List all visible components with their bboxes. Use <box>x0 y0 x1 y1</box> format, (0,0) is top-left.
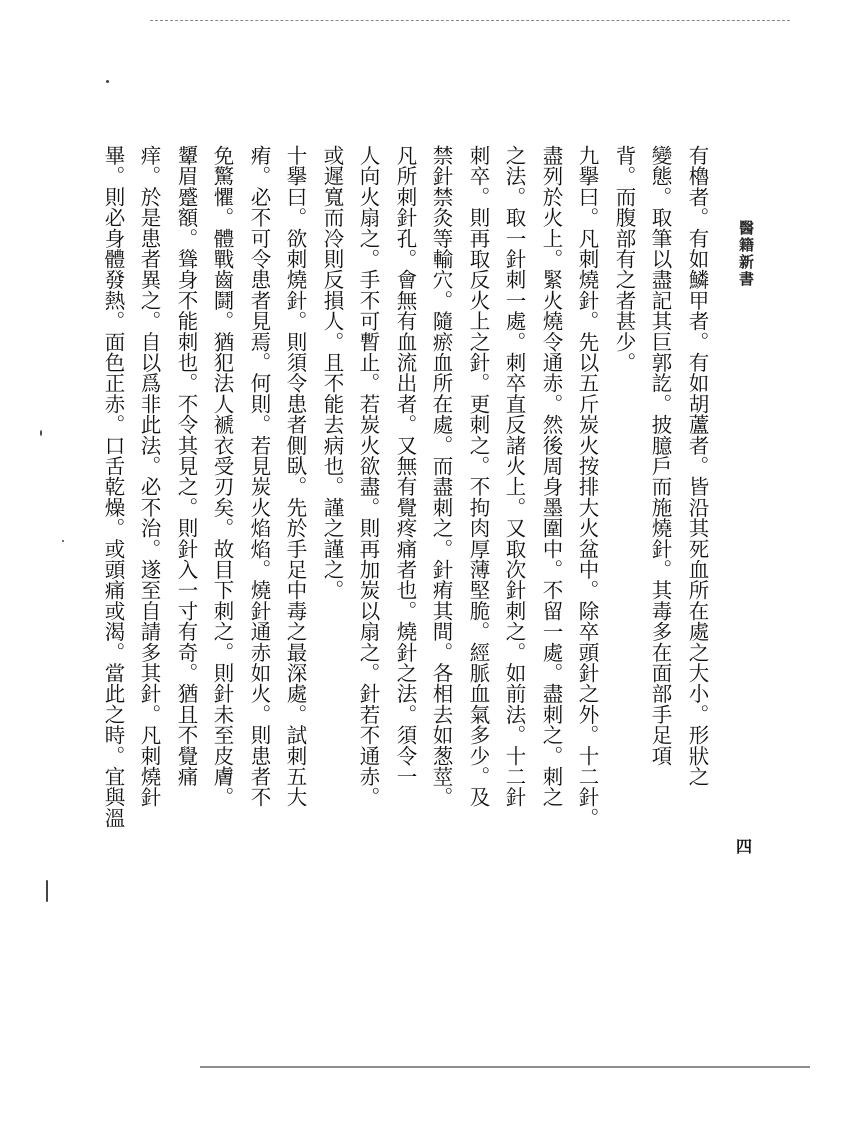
text-column: 九擧曰。凡刺燒針。先以五斤炭火按排大火盆中。除卒頭針之外。十二針。 <box>575 145 599 829</box>
scan-speck <box>106 80 109 83</box>
text-column: 之法。取一針刺一處。刺卒直反諸火上。又取次針刺之。如前法。十二針 <box>502 145 526 808</box>
text-column: 痒。於是患者異之。自以爲非此法。必不治。遂至自請多其針。凡刺燒針 <box>137 145 161 808</box>
text-column: 刺卒。則再取反火上之針。更刺之。不拘肉厚薄堅脆。經脈血氣多少。及 <box>466 145 490 808</box>
text-column: 人向火扇之。手不可暫止。若炭火欲盡。則再加炭以扇之。針若不通赤。 <box>356 145 380 808</box>
scan-edge-top <box>150 20 790 21</box>
book-title-header: 醫籍新書 <box>737 220 755 288</box>
text-column: 禁針禁灸等輸穴。隨瘀血所在處。而盡刺之。針痏其間。各相去如葱莖。 <box>429 145 453 808</box>
text-column: 畢。則必身體發熱。面色正赤。口舌乾燥。或頭痛或渴。當此之時。宜與溫 <box>101 145 125 829</box>
vertical-text-body <box>98 145 718 1045</box>
text-column: 免驚懼。體戰齒鬪。猶犯法人褫衣受刃矣。故目下刺之。則針未至皮膚。 <box>210 145 234 808</box>
text-column: 痏。必不可令患者見焉。何則。若見炭火焰焰。燒針通赤如火。則患者不 <box>247 145 271 808</box>
scan-edge-bottom <box>200 1066 810 1068</box>
text-column: 顰眉蹙額。聳身不能刺也。不令其見之。則針入一寸有奇。猶且不覺痛 <box>174 145 198 787</box>
scan-speck <box>46 880 48 902</box>
text-column: 或遲寬而冷則反損人。且不能去病也。謹之謹之。 <box>320 145 344 601</box>
scan-speck <box>40 430 42 436</box>
text-column: 凡所刺針孔。會無有血流出者。又無有覺疼痛者也。燒針之法。須令一 <box>393 145 417 787</box>
text-column: 有櫓者。有如鱗甲者。有如胡蘆者。皆沿其死血所在處之大小。形狀之 <box>685 145 709 787</box>
text-column: 十擧曰。欲刺燒針。則須令患者側臥。先於手足中毒之最深處。試刺五大 <box>283 145 307 808</box>
text-column: 背。而腹部有之者甚少。 <box>612 145 636 373</box>
scan-speck <box>62 540 64 542</box>
text-column: 盡列於火上。緊火燒令通赤。然後周身墨圍中。不留一處。盡刺之。刺之 <box>539 145 563 808</box>
page-number: 四 <box>736 837 753 856</box>
text-column: 變態。取筆以盡記其巨郭訖。披臆戶而施燒針。其毒多在面部手足項 <box>648 145 672 766</box>
